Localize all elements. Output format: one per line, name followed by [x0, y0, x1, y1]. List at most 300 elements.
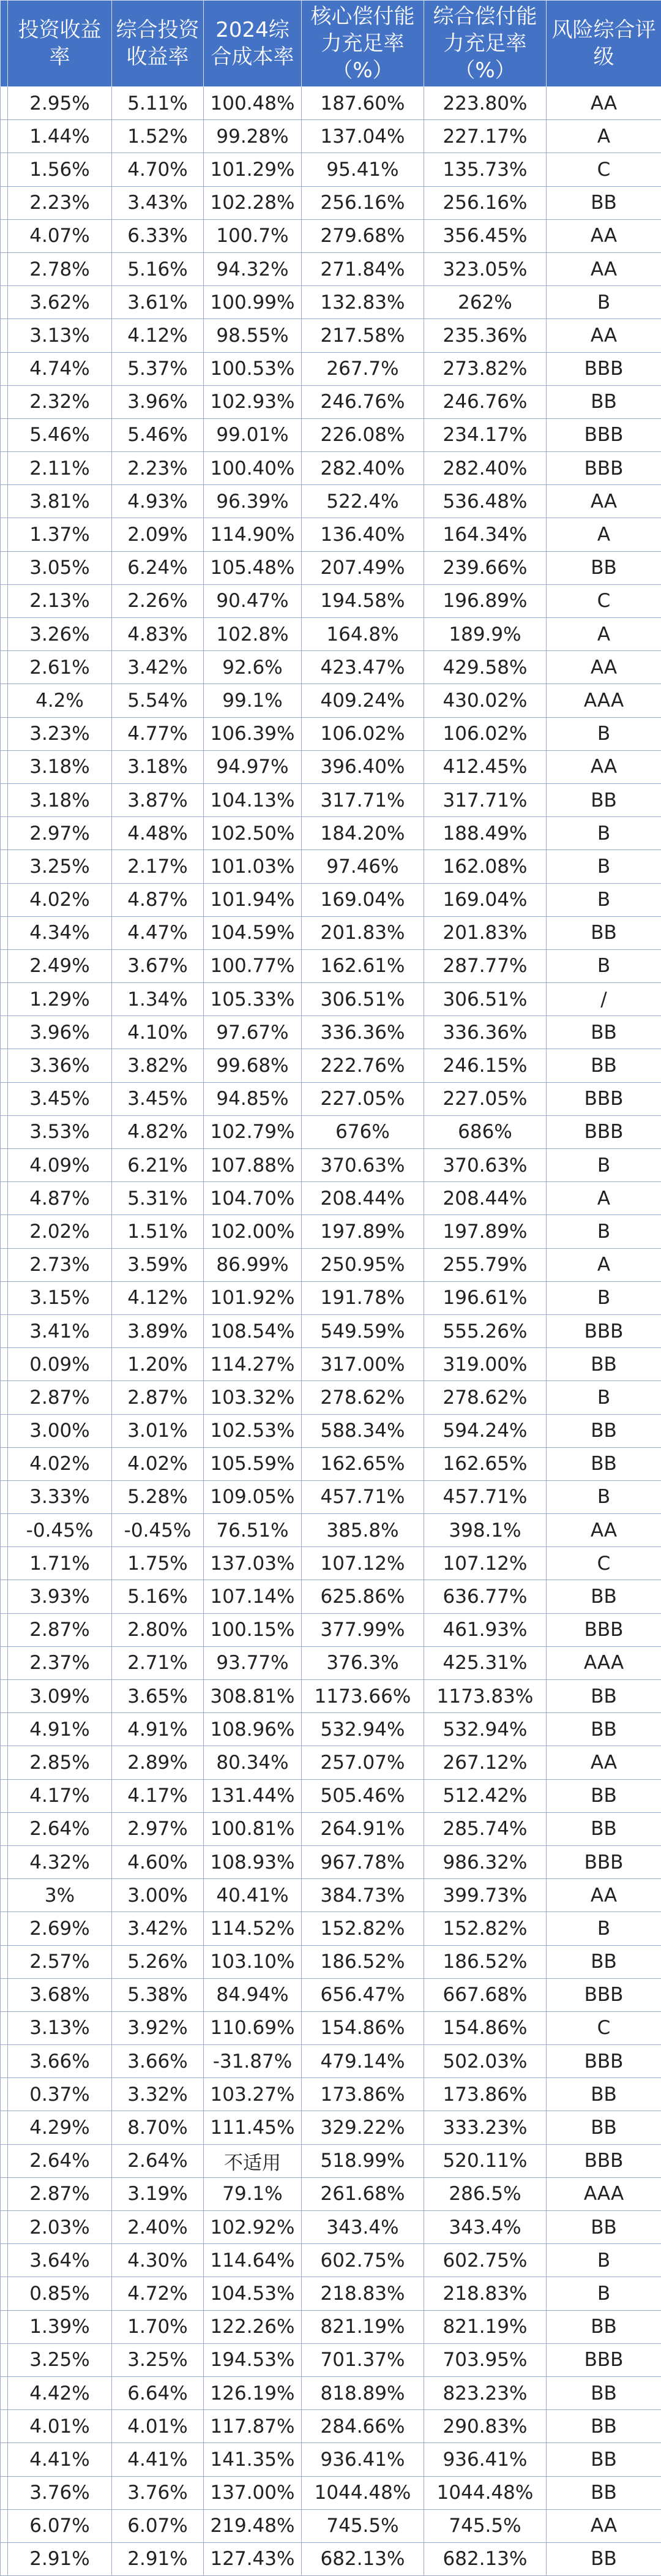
comprehensive-investment-yield-cell: 4.48% — [112, 817, 204, 850]
comprehensive-investment-yield-cell: 4.82% — [112, 1115, 204, 1148]
combined-cost-ratio-cell: 127.43% — [204, 2542, 302, 2575]
combined-cost-ratio-cell: 137.03% — [204, 1547, 302, 1580]
combined-cost-ratio-cell: 194.53% — [204, 2343, 302, 2376]
core-solvency-ratio-cell: 246.76% — [302, 385, 424, 418]
risk-rating-cell: AA — [547, 750, 661, 783]
comprehensive-solvency-ratio-cell: 520.11% — [424, 2144, 547, 2177]
core-solvency-ratio-cell: 162.61% — [302, 949, 424, 982]
core-solvency-ratio-cell: 197.89% — [302, 1215, 424, 1248]
risk-rating-cell: B — [547, 2277, 661, 2310]
comprehensive-investment-yield-cell: 5.46% — [112, 418, 204, 451]
risk-rating-cell: B — [547, 850, 661, 883]
table-row — [1, 916, 661, 949]
combined-cost-ratio-cell: 100.48% — [204, 87, 302, 120]
row-edge-cell — [1, 1248, 8, 1281]
table-row — [1, 120, 661, 153]
investment-yield-cell: 1.56% — [8, 153, 112, 186]
comprehensive-investment-yield-cell: 1.34% — [112, 983, 204, 1016]
comprehensive-solvency-ratio-cell: 370.63% — [424, 1149, 547, 1182]
investment-yield-cell: 3.36% — [8, 1049, 112, 1082]
comprehensive-investment-yield-cell: 3.65% — [112, 1680, 204, 1713]
core-solvency-ratio-cell: 184.20% — [302, 817, 424, 850]
investment-yield-cell: 4.87% — [8, 1182, 112, 1215]
comprehensive-solvency-ratio-cell: 290.83% — [424, 2410, 547, 2443]
row-edge-cell — [1, 618, 8, 651]
comprehensive-investment-yield-cell: 3.18% — [112, 750, 204, 783]
table-row — [1, 949, 661, 982]
header-combined-cost-ratio: 2024综合成本率 — [204, 1, 302, 87]
risk-rating-cell: AA — [547, 2509, 661, 2542]
row-edge-cell — [1, 1912, 8, 1945]
risk-rating-cell: BB — [547, 2443, 661, 2476]
row-edge-cell — [1, 2277, 8, 2310]
investment-yield-cell: 4.34% — [8, 916, 112, 949]
investment-yield-cell: 1.39% — [8, 2310, 112, 2343]
comprehensive-solvency-ratio-cell: 152.82% — [424, 1912, 547, 1945]
investment-yield-cell: 2.11% — [8, 452, 112, 485]
risk-rating-cell: AA — [547, 1879, 661, 1912]
comprehensive-solvency-ratio-cell: 164.34% — [424, 518, 547, 551]
core-solvency-ratio-cell: 278.62% — [302, 1381, 424, 1414]
table-row — [1, 1149, 661, 1182]
row-edge-cell — [1, 651, 8, 684]
comprehensive-solvency-ratio-cell: 135.73% — [424, 153, 547, 186]
risk-rating-cell: BBB — [547, 1978, 661, 2011]
comprehensive-solvency-ratio-cell: 936.41% — [424, 2443, 547, 2476]
comprehensive-solvency-ratio-cell: 1173.83% — [424, 1680, 547, 1713]
combined-cost-ratio-cell: 102.93% — [204, 385, 302, 418]
combined-cost-ratio-cell: 102.28% — [204, 186, 302, 219]
combined-cost-ratio-cell: 100.15% — [204, 1613, 302, 1646]
risk-rating-cell: BB — [547, 551, 661, 584]
core-solvency-ratio-cell: 306.51% — [302, 983, 424, 1016]
investment-yield-cell: 4.91% — [8, 1713, 112, 1746]
investment-yield-cell: 3.25% — [8, 2343, 112, 2376]
comprehensive-solvency-ratio-cell: 218.83% — [424, 2277, 547, 2310]
combined-cost-ratio-cell: 114.52% — [204, 1912, 302, 1945]
investment-yield-cell: 6.07% — [8, 2509, 112, 2542]
risk-rating-cell: BB — [547, 916, 661, 949]
core-solvency-ratio-cell: 222.76% — [302, 1049, 424, 1082]
risk-rating-cell: BBB — [547, 1115, 661, 1148]
row-edge-cell — [1, 783, 8, 816]
core-solvency-ratio-cell: 250.95% — [302, 1248, 424, 1281]
comprehensive-investment-yield-cell: 1.70% — [112, 2310, 204, 2343]
comprehensive-solvency-ratio-cell: 201.83% — [424, 916, 547, 949]
table-row — [1, 850, 661, 883]
investment-yield-cell: 3.33% — [8, 1480, 112, 1513]
investment-yield-cell: 3.05% — [8, 551, 112, 584]
investment-yield-cell: 3.13% — [8, 319, 112, 352]
core-solvency-ratio-cell: 336.36% — [302, 1016, 424, 1049]
comprehensive-solvency-ratio-cell: 306.51% — [424, 983, 547, 1016]
comprehensive-investment-yield-cell: 2.71% — [112, 1646, 204, 1679]
table-row — [1, 1281, 661, 1314]
combined-cost-ratio-cell: 90.47% — [204, 584, 302, 617]
row-edge-cell — [1, 1314, 8, 1347]
risk-rating-cell: A — [547, 518, 661, 551]
risk-rating-cell: AA — [547, 87, 661, 120]
combined-cost-ratio-cell: 104.59% — [204, 916, 302, 949]
comprehensive-solvency-ratio-cell: 686% — [424, 1115, 547, 1148]
comprehensive-solvency-ratio-cell: 162.65% — [424, 1447, 547, 1480]
combined-cost-ratio-cell: 102.79% — [204, 1115, 302, 1148]
comprehensive-solvency-ratio-cell: 169.04% — [424, 883, 547, 916]
core-solvency-ratio-cell: 191.78% — [302, 1281, 424, 1314]
risk-rating-cell: C — [547, 584, 661, 617]
table-row — [1, 783, 661, 816]
table-row — [1, 1879, 661, 1912]
comprehensive-investment-yield-cell: 1.52% — [112, 120, 204, 153]
investment-yield-cell: 2.87% — [8, 1613, 112, 1646]
comprehensive-solvency-ratio-cell: 429.58% — [424, 651, 547, 684]
comprehensive-investment-yield-cell: 3.61% — [112, 286, 204, 319]
core-solvency-ratio-cell: 745.5% — [302, 2509, 424, 2542]
risk-rating-cell: BBB — [547, 418, 661, 451]
comprehensive-solvency-ratio-cell: 461.93% — [424, 1613, 547, 1646]
combined-cost-ratio-cell: 100.77% — [204, 949, 302, 982]
combined-cost-ratio-cell: 102.92% — [204, 2211, 302, 2244]
risk-rating-cell: A — [547, 120, 661, 153]
risk-rating-cell: C — [547, 1547, 661, 1580]
comprehensive-solvency-ratio-cell: 323.05% — [424, 252, 547, 285]
comprehensive-solvency-ratio-cell: 1044.48% — [424, 2476, 547, 2509]
row-edge-cell — [1, 518, 8, 551]
comprehensive-solvency-ratio-cell: 555.26% — [424, 1314, 547, 1347]
investment-yield-cell: 4.42% — [8, 2376, 112, 2409]
core-solvency-ratio-cell: 257.07% — [302, 1746, 424, 1779]
comprehensive-investment-yield-cell: 3.96% — [112, 385, 204, 418]
core-solvency-ratio-cell: 227.05% — [302, 1082, 424, 1115]
combined-cost-ratio-cell: 104.70% — [204, 1182, 302, 1215]
comprehensive-solvency-ratio-cell: 227.17% — [424, 120, 547, 153]
table-row — [1, 1613, 661, 1646]
risk-rating-cell: BB — [547, 186, 661, 219]
row-edge-cell — [1, 120, 8, 153]
core-solvency-ratio-cell: 218.83% — [302, 2277, 424, 2310]
combined-cost-ratio-cell: 76.51% — [204, 1514, 302, 1547]
comprehensive-solvency-ratio-cell: 286.5% — [424, 2177, 547, 2210]
core-solvency-ratio-cell: 602.75% — [302, 2244, 424, 2277]
investment-yield-cell: 4.17% — [8, 1779, 112, 1812]
comprehensive-solvency-ratio-cell: 986.32% — [424, 1845, 547, 1878]
comprehensive-investment-yield-cell: 2.89% — [112, 1746, 204, 1779]
row-edge-cell — [1, 1945, 8, 1978]
comprehensive-investment-yield-cell: 3.82% — [112, 1049, 204, 1082]
comprehensive-solvency-ratio-cell: 317.71% — [424, 783, 547, 816]
combined-cost-ratio-cell: 100.7% — [204, 219, 302, 252]
table-row — [1, 418, 661, 451]
row-edge-cell — [1, 319, 8, 352]
combined-cost-ratio-cell: 114.27% — [204, 1348, 302, 1381]
core-solvency-ratio-cell: 343.4% — [302, 2211, 424, 2244]
combined-cost-ratio-cell: 105.59% — [204, 1447, 302, 1480]
comprehensive-solvency-ratio-cell: 502.03% — [424, 2045, 547, 2078]
table-row — [1, 1779, 661, 1812]
investment-yield-cell: 3.18% — [8, 750, 112, 783]
combined-cost-ratio-cell: 94.32% — [204, 252, 302, 285]
row-edge-cell — [1, 2310, 8, 2343]
core-solvency-ratio-cell: 505.46% — [302, 1779, 424, 1812]
combined-cost-ratio-cell: 104.53% — [204, 2277, 302, 2310]
core-solvency-ratio-cell: 821.19% — [302, 2310, 424, 2343]
combined-cost-ratio-cell: 92.6% — [204, 651, 302, 684]
risk-rating-cell: B — [547, 883, 661, 916]
table-row — [1, 651, 661, 684]
core-solvency-ratio-cell: 377.99% — [302, 1613, 424, 1646]
risk-rating-cell: BB — [547, 1713, 661, 1746]
core-solvency-ratio-cell: 201.83% — [302, 916, 424, 949]
table-row — [1, 2111, 661, 2144]
investment-yield-cell: 3.66% — [8, 2045, 112, 2078]
combined-cost-ratio-cell: 117.87% — [204, 2410, 302, 2443]
table-row — [1, 2011, 661, 2044]
risk-rating-cell: BB — [547, 2376, 661, 2409]
risk-rating-cell: AA — [547, 651, 661, 684]
investment-yield-cell: 3.76% — [8, 2476, 112, 2509]
comprehensive-solvency-ratio-cell: 227.05% — [424, 1082, 547, 1115]
core-solvency-ratio-cell: 164.8% — [302, 618, 424, 651]
header-risk-rating: 风险综合评级 — [547, 1, 661, 87]
investment-yield-cell: 4.07% — [8, 219, 112, 252]
core-solvency-ratio-cell: 173.86% — [302, 2078, 424, 2111]
comprehensive-investment-yield-cell: 6.21% — [112, 1149, 204, 1182]
table-row — [1, 551, 661, 584]
investment-yield-cell: 0.37% — [8, 2078, 112, 2111]
table-row — [1, 219, 661, 252]
table-row — [1, 1016, 661, 1049]
comprehensive-investment-yield-cell: 3.89% — [112, 1314, 204, 1347]
comprehensive-investment-yield-cell: 1.51% — [112, 1215, 204, 1248]
comprehensive-investment-yield-cell: 2.40% — [112, 2211, 204, 2244]
core-solvency-ratio-cell: 701.37% — [302, 2343, 424, 2376]
investment-yield-cell: 3.26% — [8, 618, 112, 651]
comprehensive-investment-yield-cell: 4.87% — [112, 883, 204, 916]
row-edge-cell — [1, 2443, 8, 2476]
comprehensive-investment-yield-cell: 5.38% — [112, 1978, 204, 2011]
table-row — [1, 2509, 661, 2542]
comprehensive-solvency-ratio-cell: 636.77% — [424, 1580, 547, 1613]
row-edge-cell — [1, 916, 8, 949]
comprehensive-solvency-ratio-cell: 430.02% — [424, 684, 547, 717]
table-row — [1, 1182, 661, 1215]
row-edge-cell — [1, 1746, 8, 1779]
row-edge-cell — [1, 1049, 8, 1082]
combined-cost-ratio-cell: 100.53% — [204, 352, 302, 385]
comprehensive-solvency-ratio-cell: 821.19% — [424, 2310, 547, 2343]
core-solvency-ratio-cell: 936.41% — [302, 2443, 424, 2476]
comprehensive-investment-yield-cell: 4.77% — [112, 717, 204, 750]
comprehensive-investment-yield-cell: 4.41% — [112, 2443, 204, 2476]
row-edge-cell — [1, 1348, 8, 1381]
core-solvency-ratio-cell: 136.40% — [302, 518, 424, 551]
comprehensive-investment-yield-cell: 3.32% — [112, 2078, 204, 2111]
comprehensive-investment-yield-cell: 4.30% — [112, 2244, 204, 2277]
comprehensive-investment-yield-cell: 8.70% — [112, 2111, 204, 2144]
combined-cost-ratio-cell: 102.50% — [204, 817, 302, 850]
core-solvency-ratio-cell: 226.08% — [302, 418, 424, 451]
table-row — [1, 1978, 661, 2011]
comprehensive-solvency-ratio-cell: 278.62% — [424, 1381, 547, 1414]
combined-cost-ratio-cell: 108.54% — [204, 1314, 302, 1347]
table-row — [1, 518, 661, 551]
comprehensive-investment-yield-cell: 2.87% — [112, 1381, 204, 1414]
core-solvency-ratio-cell: 317.00% — [302, 1348, 424, 1381]
risk-rating-cell: AAA — [547, 2177, 661, 2210]
comprehensive-investment-yield-cell: 2.97% — [112, 1812, 204, 1845]
combined-cost-ratio-cell: 103.10% — [204, 1945, 302, 1978]
comprehensive-investment-yield-cell: 4.10% — [112, 1016, 204, 1049]
risk-rating-cell: AA — [547, 219, 661, 252]
row-edge-cell — [1, 2144, 8, 2177]
risk-rating-cell: BBB — [547, 1082, 661, 1115]
core-solvency-ratio-cell: 106.02% — [302, 717, 424, 750]
investment-yield-cell: 2.73% — [8, 1248, 112, 1281]
row-edge-cell — [1, 717, 8, 750]
comprehensive-solvency-ratio-cell: 196.61% — [424, 1281, 547, 1314]
combined-cost-ratio-cell: 84.94% — [204, 1978, 302, 2011]
core-solvency-ratio-cell: 1173.66% — [302, 1680, 424, 1713]
row-edge-cell — [1, 385, 8, 418]
table-row — [1, 750, 661, 783]
header-core-solvency-ratio: 核心偿付能力充足率（%） — [302, 1, 424, 87]
risk-rating-cell: B — [547, 717, 661, 750]
table-row — [1, 1381, 661, 1414]
row-edge-cell — [1, 186, 8, 219]
core-solvency-ratio-cell: 132.83% — [302, 286, 424, 319]
investment-yield-cell: 1.29% — [8, 983, 112, 1016]
comprehensive-investment-yield-cell: 4.83% — [112, 618, 204, 651]
comprehensive-investment-yield-cell: 4.12% — [112, 1281, 204, 1314]
investment-yield-cell: 2.03% — [8, 2211, 112, 2244]
comprehensive-investment-yield-cell: 3.92% — [112, 2011, 204, 2044]
investment-yield-cell: 3% — [8, 1879, 112, 1912]
investment-yield-cell: 2.32% — [8, 385, 112, 418]
comprehensive-solvency-ratio-cell: 594.24% — [424, 1414, 547, 1447]
comprehensive-investment-yield-cell: 3.42% — [112, 1912, 204, 1945]
comprehensive-investment-yield-cell: 3.87% — [112, 783, 204, 816]
core-solvency-ratio-cell: 271.84% — [302, 252, 424, 285]
investment-yield-cell: 2.64% — [8, 1812, 112, 1845]
comprehensive-investment-yield-cell: 2.17% — [112, 850, 204, 883]
comprehensive-solvency-ratio-cell: 282.40% — [424, 452, 547, 485]
comprehensive-solvency-ratio-cell: 186.52% — [424, 1945, 547, 1978]
core-solvency-ratio-cell: 625.86% — [302, 1580, 424, 1613]
row-edge-cell — [1, 2111, 8, 2144]
core-solvency-ratio-cell: 385.8% — [302, 1514, 424, 1547]
table-row — [1, 1348, 661, 1381]
table-row — [1, 1248, 661, 1281]
table-row — [1, 817, 661, 850]
table-body — [1, 87, 661, 2576]
combined-cost-ratio-cell: 86.99% — [204, 1248, 302, 1281]
investment-yield-cell: 2.02% — [8, 1215, 112, 1248]
risk-rating-cell: BB — [547, 2211, 661, 2244]
table-row — [1, 1812, 661, 1845]
table-row — [1, 1414, 661, 1447]
row-edge-cell — [1, 584, 8, 617]
investment-yield-cell: 4.29% — [8, 2111, 112, 2144]
combined-cost-ratio-cell: 40.41% — [204, 1879, 302, 1912]
core-solvency-ratio-cell: 532.94% — [302, 1713, 424, 1746]
comprehensive-solvency-ratio-cell: 106.02% — [424, 717, 547, 750]
comprehensive-solvency-ratio-cell: 745.5% — [424, 2509, 547, 2542]
table-row — [1, 1447, 661, 1480]
comprehensive-investment-yield-cell: 3.67% — [112, 949, 204, 982]
comprehensive-investment-yield-cell: 3.19% — [112, 2177, 204, 2210]
comprehensive-solvency-ratio-cell: 336.36% — [424, 1016, 547, 1049]
comprehensive-solvency-ratio-cell: 512.42% — [424, 1779, 547, 1812]
investment-yield-cell: 2.64% — [8, 2144, 112, 2177]
comprehensive-solvency-ratio-cell: 197.89% — [424, 1215, 547, 1248]
risk-rating-cell: BBB — [547, 2045, 661, 2078]
row-edge-cell — [1, 2542, 8, 2575]
table-row — [1, 385, 661, 418]
core-solvency-ratio-cell: 264.91% — [302, 1812, 424, 1845]
header-comprehensive-solvency-ratio: 综合偿付能力充足率（%） — [424, 1, 547, 87]
comprehensive-investment-yield-cell: 3.45% — [112, 1082, 204, 1115]
comprehensive-investment-yield-cell: 2.80% — [112, 1613, 204, 1646]
combined-cost-ratio-cell: 131.44% — [204, 1779, 302, 1812]
row-edge-cell — [1, 750, 8, 783]
comprehensive-solvency-ratio-cell: 399.73% — [424, 1879, 547, 1912]
header-edge-cell — [1, 1, 8, 87]
table-row — [1, 2078, 661, 2111]
risk-rating-cell: BB — [547, 2310, 661, 2343]
row-edge-cell — [1, 1182, 8, 1215]
core-solvency-ratio-cell: 217.58% — [302, 319, 424, 352]
investment-yield-cell: 0.09% — [8, 1348, 112, 1381]
comprehensive-investment-yield-cell: 2.64% — [112, 2144, 204, 2177]
comprehensive-investment-yield-cell: 2.23% — [112, 452, 204, 485]
combined-cost-ratio-cell: 80.34% — [204, 1746, 302, 1779]
table-row — [1, 2310, 661, 2343]
investment-yield-cell: 3.64% — [8, 2244, 112, 2277]
row-edge-cell — [1, 983, 8, 1016]
comprehensive-solvency-ratio-cell: 273.82% — [424, 352, 547, 385]
core-solvency-ratio-cell: 479.14% — [302, 2045, 424, 2078]
combined-cost-ratio-cell: 108.93% — [204, 1845, 302, 1878]
risk-rating-cell: B — [547, 2244, 661, 2277]
row-edge-cell — [1, 1680, 8, 1713]
core-solvency-ratio-cell: 376.3% — [302, 1646, 424, 1679]
row-edge-cell — [1, 1149, 8, 1182]
core-solvency-ratio-cell: 208.44% — [302, 1182, 424, 1215]
risk-rating-cell: BB — [547, 2111, 661, 2144]
table-row — [1, 717, 661, 750]
investment-yield-cell: 4.09% — [8, 1149, 112, 1182]
comprehensive-investment-yield-cell: 5.31% — [112, 1182, 204, 1215]
risk-rating-cell: BBB — [547, 1613, 661, 1646]
table-row — [1, 1514, 661, 1547]
investment-yield-cell: 2.57% — [8, 1945, 112, 1978]
risk-rating-cell: BB — [547, 1680, 661, 1713]
row-edge-cell — [1, 219, 8, 252]
core-solvency-ratio-cell: 169.04% — [302, 883, 424, 916]
risk-rating-cell: BBB — [547, 2144, 661, 2177]
investment-yield-cell: 3.45% — [8, 1082, 112, 1115]
risk-rating-cell: BB — [547, 1945, 661, 1978]
table-row — [1, 2410, 661, 2443]
table-row — [1, 186, 661, 219]
comprehensive-investment-yield-cell: 3.42% — [112, 651, 204, 684]
comprehensive-solvency-ratio-cell: 602.75% — [424, 2244, 547, 2277]
risk-rating-cell: BB — [547, 1348, 661, 1381]
risk-rating-cell: BBB — [547, 452, 661, 485]
comprehensive-investment-yield-cell: 2.91% — [112, 2542, 204, 2575]
investment-yield-cell: 3.15% — [8, 1281, 112, 1314]
row-edge-cell — [1, 1547, 8, 1580]
